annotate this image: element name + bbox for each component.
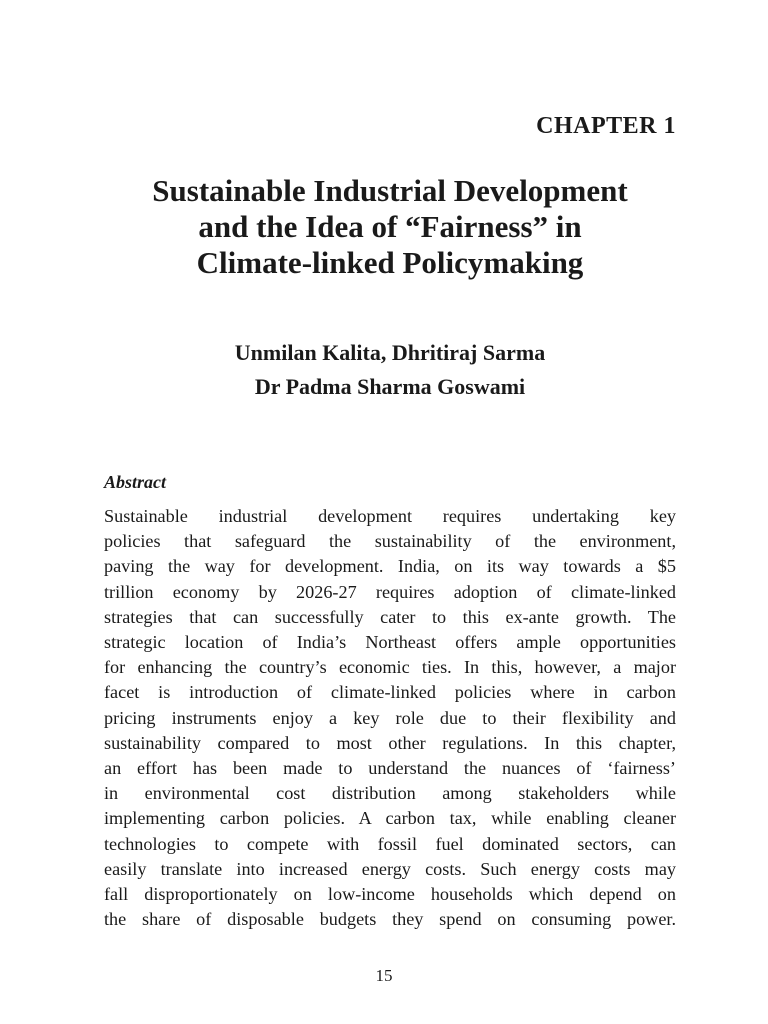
abstract-body xyxy=(104,504,676,932)
abstract-line: technologies to compete with fossil fuel dominated sectors, can xyxy=(104,833,676,854)
abstract-line: strategic location of India’s Northeast offers ample opportunities xyxy=(104,632,676,653)
abstract-line: the share of disposable budgets they spend on consuming power. xyxy=(104,909,676,930)
author-line: Unmilan Kalita, Dhritiraj Sarma xyxy=(234,340,546,365)
abstract-line: easily translate into increased energy costs. Such energy costs may xyxy=(104,858,676,879)
chapter-title xyxy=(80,173,700,281)
abstract-line: strategies that can successfully cater to this ex-ante growth. The xyxy=(104,606,676,627)
abstract-line: an effort has been made to understand the nuances of ‘fairness’ xyxy=(104,758,676,779)
abstract-line: paving the way for development. India, on its way towards a $5 xyxy=(104,556,676,577)
abstract-line: facet is introduction of climate-linked policies where in carbon xyxy=(104,682,676,703)
abstract-line: trillion economy by 2026-27 requires adoption of climate-linked xyxy=(104,581,676,602)
chapter-title-line: Sustainable Industrial Development xyxy=(152,173,628,208)
abstract-line: Sustainable industrial development requires undertaking key xyxy=(104,506,676,526)
page-number: 15 xyxy=(375,966,393,985)
author-line: Dr Padma Sharma Goswami xyxy=(254,374,526,399)
abstract-line: policies that safeguard the sustainability of the environment, xyxy=(104,531,676,552)
chapter-title-line: Climate-linked Policymaking xyxy=(196,245,584,280)
abstract-line: in environmental cost distribution among stakeholders while xyxy=(104,783,676,804)
abstract-line: fall disproportionately on low-income households which depend on xyxy=(104,884,676,905)
abstract-line: pricing instruments enjoy a key role due to their flexibility and xyxy=(104,707,676,728)
abstract-line: sustainability compared to most other regulations. In this chapter, xyxy=(104,732,676,753)
abstract-line: implementing carbon policies. A carbon tax, while enabling cleaner xyxy=(104,808,676,829)
abstract-line: for enhancing the country’s economic ties. In this, however, a major xyxy=(104,657,676,678)
author-list xyxy=(80,336,700,404)
chapter-label: CHAPTER 1 xyxy=(536,113,676,139)
chapter-title-line: and the Idea of “Fairness” in xyxy=(198,209,582,244)
abstract-heading: Abstract xyxy=(104,472,167,492)
